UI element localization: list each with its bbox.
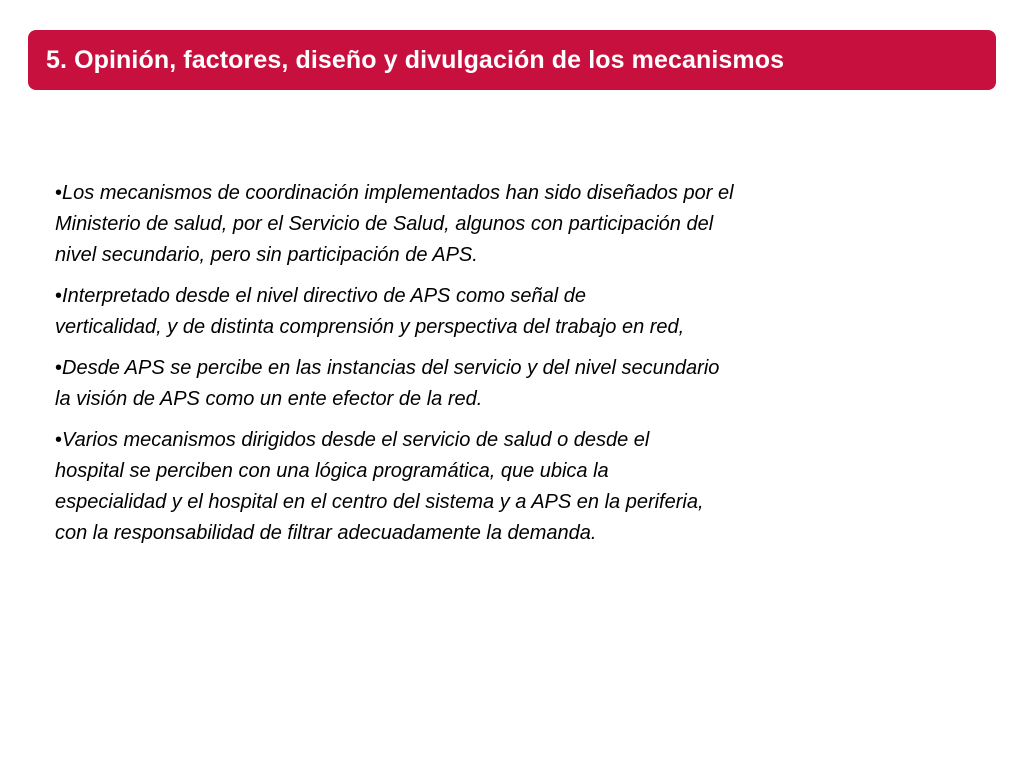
bullet-marker: • <box>55 182 63 204</box>
bullet-text: Los mecanismos de coordinación implementados han sido diseñados por el <box>62 182 734 204</box>
bullet-item-2 <box>55 281 935 343</box>
bullet-line: la visión de APS como un ente efector de la red. <box>55 388 483 410</box>
bullet-item-3 <box>55 353 935 415</box>
bullet-line <box>55 178 935 209</box>
bullet-line <box>55 353 935 384</box>
bullet-marker: • <box>55 429 63 451</box>
slide-title: 5. Opinión, factores, diseño y divulgación de los mecanismos <box>46 45 785 74</box>
bullet-line: verticalidad, y de distinta comprensión y perspectiva del trabajo en red, <box>55 316 685 338</box>
bullet-line: con la responsabilidad de filtrar adecuadamente la demanda. <box>55 522 597 544</box>
title-banner <box>28 30 996 90</box>
bullet-line: hospital se perciben con una lógica programática, que ubica la <box>55 460 609 482</box>
bullet-line <box>55 281 935 312</box>
bullet-item-1 <box>55 178 935 271</box>
bullet-text: Varios mecanismos dirigidos desde el servicio de salud o desde el <box>62 429 650 451</box>
bullet-marker: • <box>55 357 63 379</box>
bullet-text: Interpretado desde el nivel directivo de APS como señal de <box>62 285 587 307</box>
bullet-item-4 <box>55 425 935 549</box>
bullet-line: nivel secundario, pero sin participación de APS. <box>55 244 478 266</box>
bullet-marker: • <box>55 285 63 307</box>
bullet-line: especialidad y el hospital en el centro del sistema y a APS en la periferia, <box>55 491 704 513</box>
bullet-text: Desde APS se percibe en las instancias del servicio y del nivel secundario <box>62 357 720 379</box>
bullet-line <box>55 425 935 456</box>
bullet-line: Ministerio de salud, por el Servicio de Salud, algunos con participación del <box>55 213 714 235</box>
bullet-list <box>55 178 935 559</box>
